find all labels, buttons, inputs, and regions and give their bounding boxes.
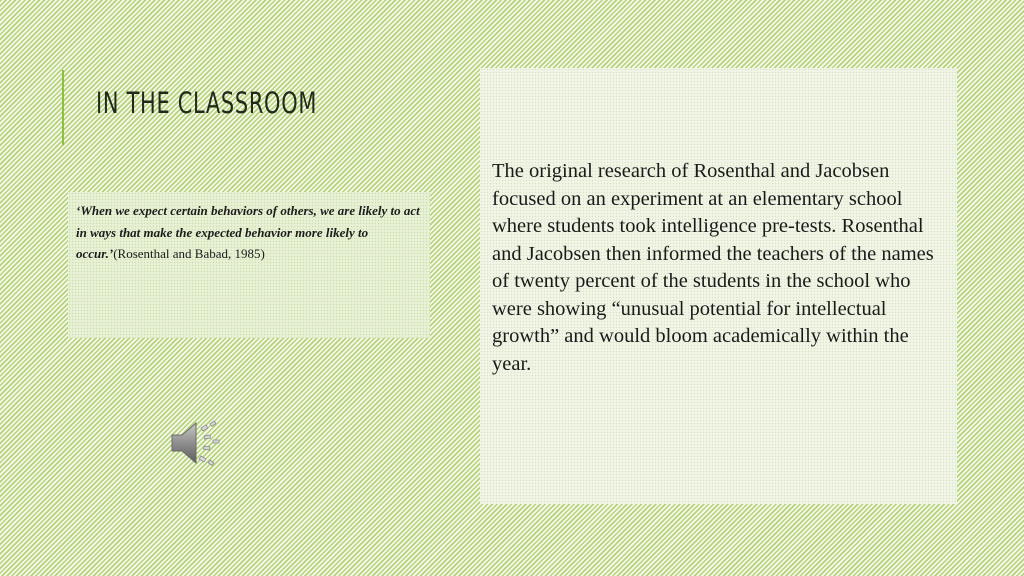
title-accent-line <box>62 70 64 145</box>
slide-title: IN THE CLASSROOM <box>96 86 318 120</box>
body-text: The original research of Rosenthal and Jacobsen focused on an experiment at an elementary school where students took intelligence pre-tests. Rosenthal and Jacobsen then informed the teachers of the names of twenty percent of the students in the school who were showing “unusual potential for intellectual growth” and would bloom academically within the year. <box>492 160 934 375</box>
audio-playback-button[interactable] <box>168 418 224 468</box>
quote-citation: (Rosenthal and Babad, 1985) <box>113 246 265 261</box>
quote-box <box>68 192 430 338</box>
content-box <box>480 68 957 504</box>
quote-text: ‘When we expect certain behaviors of others, we are likely to act in ways that make the expected behavior more likely to occur.’ <box>76 203 420 261</box>
speaker-icon <box>168 418 224 468</box>
